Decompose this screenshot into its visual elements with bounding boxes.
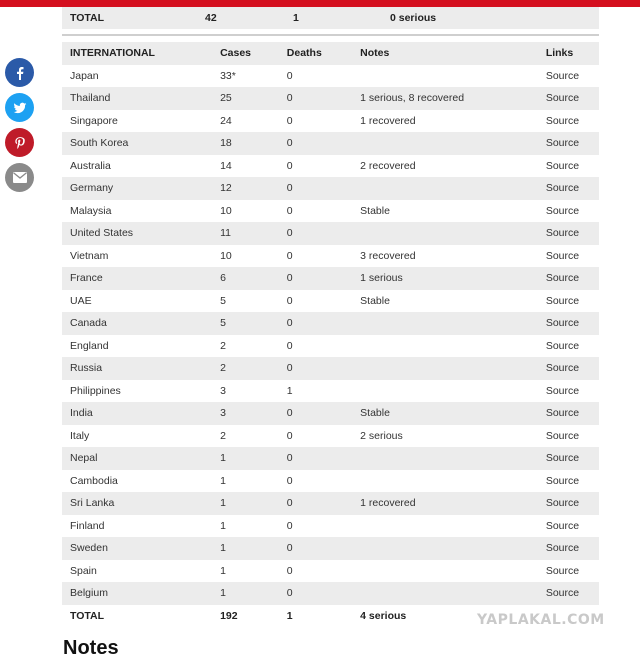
cell-deaths: 0: [286, 564, 293, 577]
cell-deaths: 0: [279, 447, 352, 470]
cell-country: UAE: [70, 294, 92, 307]
total-row-cases: 192: [220, 609, 238, 622]
cell-notes: 2 serious: [360, 429, 403, 442]
watermark: YAPLAKAL.COM: [477, 612, 605, 628]
cell-source-link[interactable]: Source: [538, 357, 599, 380]
table-row: [62, 492, 599, 515]
cell-source-link[interactable]: Source: [545, 384, 580, 397]
cell-cases: 10: [220, 249, 232, 262]
header-cases: Cases: [212, 42, 279, 65]
table-row: [62, 267, 599, 290]
cell-country: Nepal: [62, 447, 212, 470]
cell-cases: 12: [212, 177, 279, 200]
table-row: [62, 470, 599, 493]
cell-notes: [352, 537, 538, 560]
table-row: [62, 200, 599, 223]
table-row: [62, 110, 599, 133]
cell-cases: 5: [220, 294, 226, 307]
total-cases: 42: [205, 12, 217, 24]
cell-deaths: 0: [279, 537, 352, 560]
cell-notes: [352, 222, 538, 245]
cell-notes: [352, 560, 538, 583]
header-links: Links: [538, 42, 599, 65]
cell-country: Thailand: [62, 87, 212, 110]
cell-cases: 1: [212, 582, 279, 605]
cell-country: Japan: [70, 69, 99, 82]
cell-source-link[interactable]: Source: [545, 474, 580, 487]
cell-country: England: [70, 339, 109, 352]
cell-deaths: 0: [286, 114, 293, 127]
table-row: [62, 132, 599, 155]
cell-notes: [352, 357, 538, 380]
cell-cases: 1: [212, 492, 279, 515]
cell-country: Spain: [70, 564, 97, 577]
header-notes: Notes: [352, 42, 538, 65]
total-label: TOTAL: [70, 12, 105, 24]
cell-cases: 18: [212, 132, 279, 155]
cell-source-link[interactable]: Source: [545, 114, 580, 127]
cell-deaths: 0: [279, 87, 352, 110]
table-row: [62, 155, 599, 178]
table-header-row: [62, 42, 599, 65]
facebook-icon: [13, 66, 27, 80]
table-row: [62, 65, 599, 88]
total-notes: 0 serious: [390, 12, 437, 24]
cell-source-link[interactable]: Source: [538, 312, 599, 335]
cell-notes: Stable: [360, 294, 390, 307]
cell-deaths: 0: [279, 132, 352, 155]
cell-deaths: 0: [279, 177, 352, 200]
cell-cases: 5: [212, 312, 279, 335]
cell-country: Singapore: [70, 114, 118, 127]
table-row: [62, 447, 599, 470]
cell-notes: [352, 177, 538, 200]
table-row: [62, 177, 599, 200]
cell-cases: 2: [220, 429, 226, 442]
cell-source-link[interactable]: Source: [538, 267, 599, 290]
cell-notes: [352, 447, 538, 470]
international-table-wrap: [62, 42, 599, 627]
cell-notes: 3 recovered: [360, 249, 416, 262]
cell-cases: 11: [212, 222, 279, 245]
cell-source-link[interactable]: Source: [545, 429, 580, 442]
cell-cases: 10: [220, 204, 232, 217]
cell-notes: Stable: [352, 402, 538, 425]
cell-notes: 2 recovered: [360, 159, 416, 172]
twitter-icon: [13, 101, 27, 115]
table-row: [62, 312, 599, 335]
table-row: [62, 560, 599, 583]
cell-cases: 2: [220, 339, 226, 352]
top-accent-bar: [0, 0, 640, 7]
cell-country: Belgium: [62, 582, 212, 605]
total-row-deaths: 1: [286, 609, 293, 622]
cell-notes: [352, 65, 538, 88]
table-row: [62, 87, 599, 110]
table-row: [62, 402, 599, 425]
cell-source-link[interactable]: Source: [545, 249, 580, 262]
cell-cases: 14: [220, 159, 232, 172]
cell-deaths: 1: [286, 384, 293, 397]
cell-notes: 1 serious, 8 recovered: [352, 87, 538, 110]
email-icon: [13, 172, 27, 183]
cell-country: Germany: [62, 177, 212, 200]
cell-cases: 33*: [220, 69, 236, 82]
cell-source-link[interactable]: Source: [538, 132, 599, 155]
cell-notes: [352, 515, 538, 538]
cell-source-link[interactable]: Source: [538, 582, 599, 605]
facebook-share-button[interactable]: [5, 58, 34, 87]
cell-country: Sri Lanka: [62, 492, 212, 515]
china-total-row: [62, 7, 599, 29]
twitter-share-button[interactable]: [5, 93, 34, 122]
cell-cases: 6: [212, 267, 279, 290]
cell-source-link[interactable]: Source: [545, 69, 580, 82]
cell-cases: 1: [220, 519, 226, 532]
cell-country: Philippines: [70, 384, 121, 397]
cell-country: France: [62, 267, 212, 290]
cell-source-link[interactable]: Source: [545, 294, 580, 307]
table-row: [62, 515, 599, 538]
cell-notes: [352, 582, 538, 605]
cell-country: Malaysia: [70, 204, 112, 217]
cell-deaths: 0: [279, 582, 352, 605]
cell-notes: [352, 312, 538, 335]
cell-source-link[interactable]: Source: [538, 222, 599, 245]
cell-notes: 1 recovered: [360, 114, 416, 127]
table-row: [62, 290, 599, 313]
cell-cases: 25: [212, 87, 279, 110]
cell-deaths: 0: [279, 267, 352, 290]
total-row-notes: 4 serious: [360, 609, 407, 622]
cell-source-link[interactable]: Source: [538, 447, 599, 470]
cell-notes: [352, 132, 538, 155]
table-body: [62, 65, 599, 605]
pinterest-share-button[interactable]: [5, 128, 34, 157]
cell-cases: 1: [220, 564, 226, 577]
cell-source-link[interactable]: Source: [538, 537, 599, 560]
table-row: [62, 380, 599, 403]
cell-country: Australia: [70, 159, 111, 172]
cell-source-link[interactable]: Source: [545, 339, 580, 352]
cell-country: Cambodia: [70, 474, 118, 487]
total-deaths: 1: [293, 12, 299, 24]
table-row: [62, 537, 599, 560]
cell-deaths: 0: [286, 519, 293, 532]
cell-deaths: 0: [279, 312, 352, 335]
cell-deaths: 0: [286, 429, 293, 442]
table-row: [62, 582, 599, 605]
table-divider: [62, 34, 599, 36]
cell-source-link[interactable]: Source: [538, 87, 599, 110]
cell-deaths: 0: [286, 294, 293, 307]
cell-deaths: 0: [286, 204, 293, 217]
cell-notes: [352, 335, 538, 358]
cell-country: United States: [62, 222, 212, 245]
international-table: [62, 42, 599, 627]
cell-deaths: 0: [286, 339, 293, 352]
cell-country: Canada: [62, 312, 212, 335]
cell-country: Italy: [70, 429, 90, 442]
cell-deaths: 0: [286, 69, 293, 82]
cell-country: Vietnam: [70, 249, 109, 262]
cell-deaths: 0: [279, 222, 352, 245]
cell-notes: 1 recovered: [352, 492, 538, 515]
notes-heading: Notes: [63, 637, 119, 659]
cell-country: Finland: [70, 519, 105, 532]
cell-source-link[interactable]: Source: [545, 564, 580, 577]
cell-source-link[interactable]: Source: [538, 492, 599, 515]
cell-country: South Korea: [62, 132, 212, 155]
email-share-button[interactable]: [5, 163, 34, 192]
cell-cases: 3: [220, 384, 226, 397]
cell-source-link[interactable]: Source: [545, 519, 580, 532]
cell-deaths: 0: [279, 402, 352, 425]
cell-notes: Stable: [360, 204, 390, 217]
cell-cases: 3: [212, 402, 279, 425]
cell-notes: 1 serious: [352, 267, 538, 290]
table-row: [62, 222, 599, 245]
cell-deaths: 0: [279, 357, 352, 380]
cell-source-link[interactable]: Source: [545, 159, 580, 172]
total-row-label: TOTAL: [70, 609, 105, 622]
cell-deaths: 0: [279, 492, 352, 515]
cell-deaths: 0: [286, 159, 293, 172]
pinterest-icon: [13, 136, 27, 150]
header-international: INTERNATIONAL: [62, 42, 212, 65]
cell-notes: [352, 380, 538, 403]
cell-notes: [352, 470, 538, 493]
header-deaths: Deaths: [279, 42, 352, 65]
cell-cases: 1: [212, 537, 279, 560]
cell-country: Russia: [62, 357, 212, 380]
table-row: [62, 357, 599, 380]
cell-cases: 1: [212, 447, 279, 470]
cell-cases: 1: [220, 474, 226, 487]
table-row: [62, 335, 599, 358]
cell-cases: 24: [220, 114, 232, 127]
table-row: [62, 245, 599, 268]
cell-country: India: [62, 402, 212, 425]
table-row: [62, 425, 599, 448]
cell-source-link[interactable]: Source: [538, 402, 599, 425]
cell-country: Sweden: [62, 537, 212, 560]
cell-source-link[interactable]: Source: [538, 177, 599, 200]
cell-deaths: 0: [286, 474, 293, 487]
cell-source-link[interactable]: Source: [545, 204, 580, 217]
cell-cases: 2: [212, 357, 279, 380]
cell-deaths: 0: [286, 249, 293, 262]
